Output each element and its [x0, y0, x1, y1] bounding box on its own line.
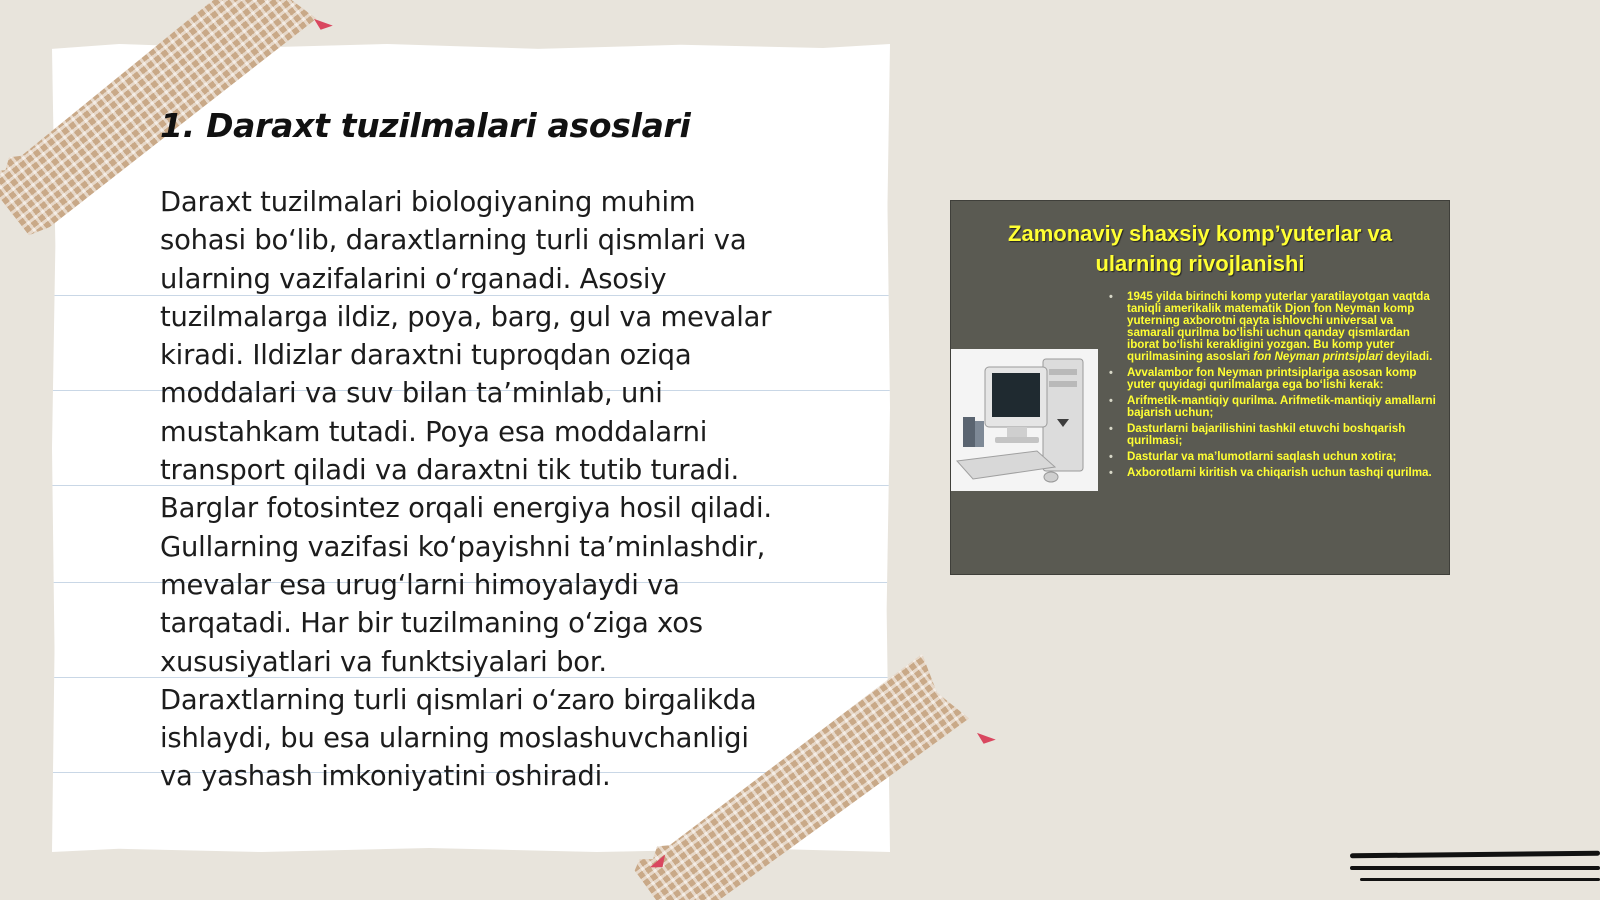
body-line: ishlaydi, bu esa ularning moslashuvchanligi — [160, 723, 749, 755]
embedded-slide-title — [951, 219, 1449, 279]
brush-stroke-icon — [1350, 866, 1600, 870]
embedded-bullet: • Dasturlarni bajarilishini tashkil etuvchi boshqarish qurilmasi; — [1109, 423, 1439, 447]
body-line: mevalar esa urug‘larni himoyalaydi va — [160, 569, 680, 601]
body-line: tuzilmalarga ildiz, poya, barg, gul va mevalar — [160, 301, 772, 333]
embedded-title-line: Zamonaviy shaxsiy komp’yuterlar va — [1008, 221, 1392, 246]
body-line: Gullarning vazifasi ko‘payishni ta’minlashdir, — [160, 531, 766, 563]
slide-title: 1. Daraxt tuzilmalari asoslari — [160, 106, 691, 145]
embedded-title-line: ularning rivojlanishi — [1095, 251, 1305, 276]
body-line: ularning vazifalarini o‘rganadi. Asosiy — [160, 263, 667, 295]
body-line: va yashash imkoniyatini oshiradi. — [160, 761, 611, 793]
push-pin-icon — [974, 733, 996, 747]
brush-stroke-icon — [1360, 878, 1600, 881]
brush-stroke-icon — [1350, 851, 1600, 859]
body-line: Daraxt tuzilmalari biologiyaning muhim — [160, 187, 696, 218]
push-pin-icon — [311, 19, 333, 33]
slide-body-text — [160, 184, 850, 797]
body-line: Barglar fotosintez orqali energiya hosil qiladi. — [160, 493, 772, 525]
embedded-bullet: • Arifmetik-mantiqiy qurilma. Arifmetik-mantiqiy amallarni bajarish uchun; — [1109, 395, 1439, 419]
body-line: mustahkam tutadi. Poya esa moddalarni — [160, 416, 708, 448]
body-line: sohasi bo‘lib, daraxtlarning turli qismlari va — [160, 225, 747, 257]
embedded-bullet: • 1945 yilda birinchi komp yuterlar yaratilayotgan vaqtda taniqli amerikalik matematik Djon fon Neyman komp yuterning axborotni qayta ishlovchi universal va samarali qurilma bo‘lishi uchun qanday qismlardan iborat bo‘lishi kerakligini yozgan. Bu komp yuter qurilmasining asoslari fon Neyman printsiplari deyiladi. — [1109, 291, 1439, 363]
embedded-bullet: • Axborotlarni kiritish va chiqarish uchun tashqi qurilma. — [1109, 467, 1439, 479]
body-line: kiradi. Ildizlar daraxtni tuproqdan oziqa — [160, 340, 692, 372]
embedded-bullet: • Avvalambor fon Neyman printsiplariga asosan komp yuter quyidagi qurilmalarga ega bo‘lishi kerak: — [1109, 367, 1439, 391]
embedded-bullet: • Dasturlar va ma’lumotlarni saqlash uchun xotira; — [1109, 451, 1439, 463]
body-line: Daraxtlarning turli qismlari o‘zaro birgalikda — [160, 684, 757, 716]
embedded-bullet-list — [1109, 291, 1439, 483]
body-line: transport qiladi va daraxtni tik tutib turadi. — [160, 455, 740, 487]
computer-illustration-icon — [951, 349, 1098, 491]
body-line: xususiyatlari va funktsiyalari bor. — [160, 646, 607, 678]
body-line: moddalari va suv bilan ta’minlab, uni — [160, 378, 663, 410]
body-line: tarqatadi. Har bir tuzilmaning o‘ziga xos — [160, 608, 703, 640]
embedded-slide-image — [950, 200, 1450, 575]
